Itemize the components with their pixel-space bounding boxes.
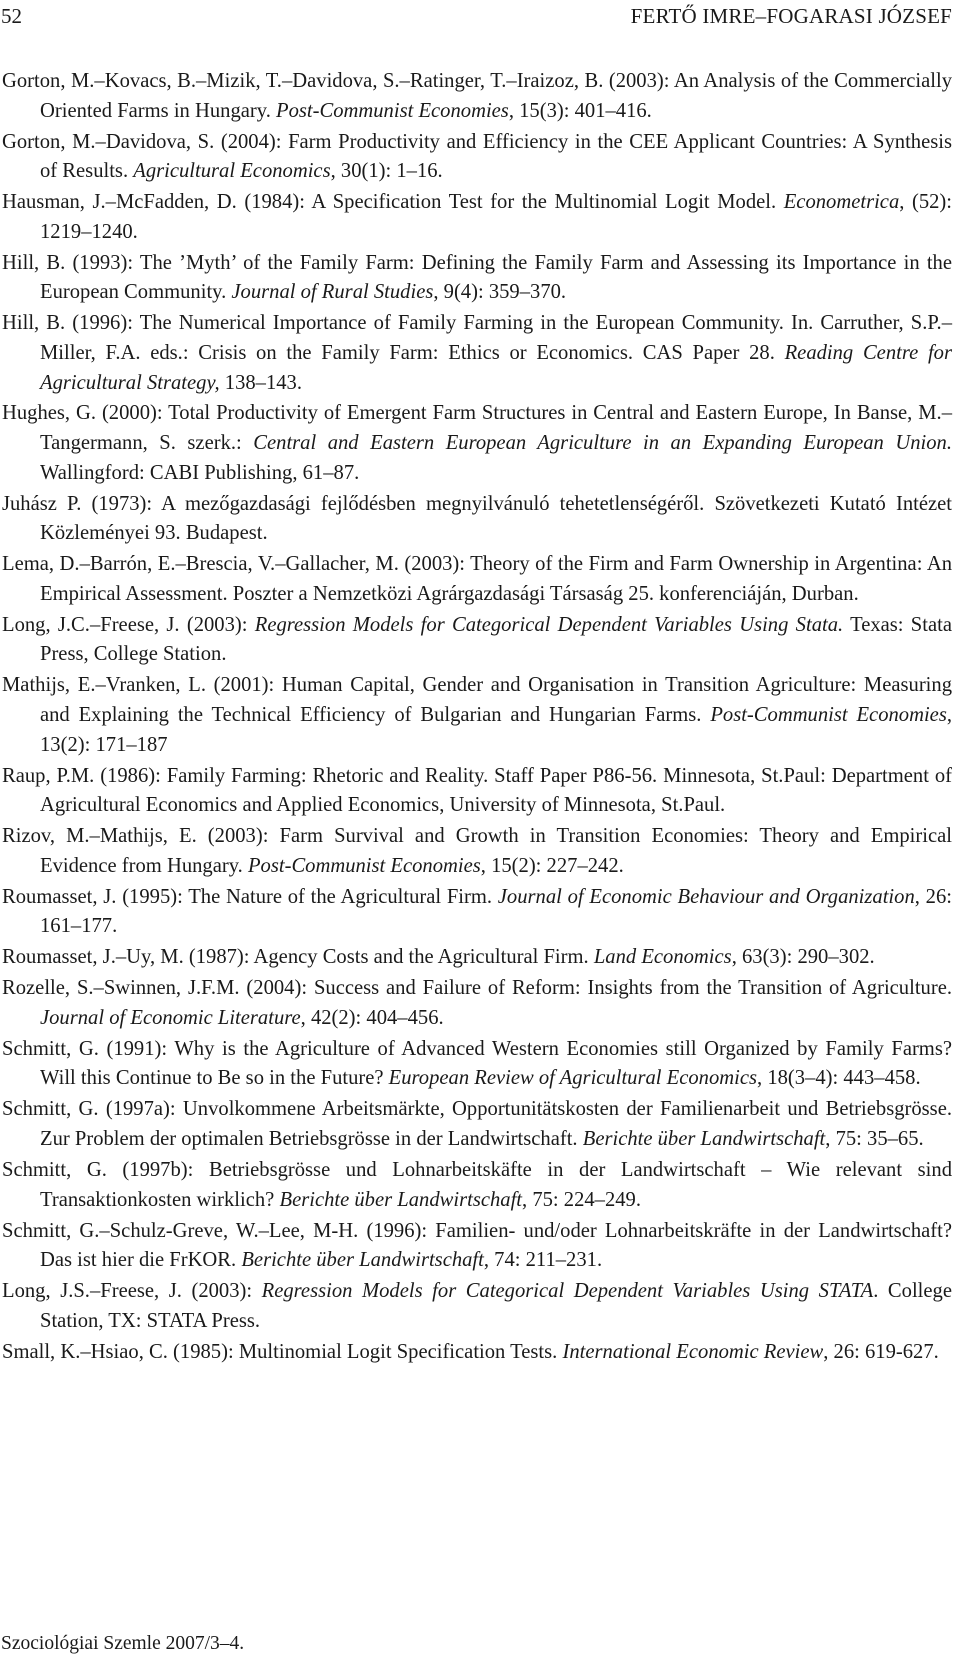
reference-entry	[2, 67, 952, 126]
reference-text: Texas: Stata Press, College Station.	[40, 613, 952, 666]
reference-entry	[2, 1338, 952, 1368]
reference-text: Hausman, J.–McFadden, D. (1984): A Specification Test for the Multinomial Logit Model.	[2, 191, 784, 214]
reference-entry	[2, 943, 952, 973]
reference-source-title: Berichte über Landwirtschaft	[582, 1128, 826, 1151]
reference-source-title: Journal of Economic Literature	[40, 1006, 301, 1029]
reference-source-title: Regression Models for Categorical Dependent Variables Using STATA	[261, 1280, 874, 1303]
reference-text: , 75: 224–249.	[522, 1188, 642, 1211]
reference-text: , 42(2): 404–456.	[300, 1006, 444, 1029]
reference-text: Schmitt, G. (1991): Why is the Agriculture of Advanced Western Economies still Organized by Family Farms? Will this Continue to Be so in the Future?	[2, 1037, 952, 1090]
reference-source-title: International Economic Review	[562, 1340, 824, 1363]
reference-source-title: Reading Centre for Agricultural Strategy,	[40, 341, 952, 394]
reference-text: , 30(1): 1–16.	[330, 160, 443, 183]
reference-source-title: Central and Eastern European Agriculture in an Expanding European Union.	[253, 432, 952, 455]
reference-source-title: Journal of Rural Studies	[231, 281, 434, 304]
reference-text: Rozelle, S.–Swinnen, J.F.M. (2004): Success and Failure of Reform: Insights from the Transition of Agriculture.	[2, 977, 952, 1000]
reference-source-title: Post-Communist Economies	[710, 703, 947, 726]
reference-text: Schmitt, G.–Schulz-Greve, W.–Lee, M-H. (1996): Familien- und/oder Lohnarbeitskräfte in der Landwirtschaft? Das ist hier die FrKOR.	[2, 1219, 952, 1272]
reference-text: . College Station, TX: STATA Press.	[40, 1280, 952, 1332]
reference-text: Hill, B. (1993): The ’Myth’ of the Family Farm: Defining the Family Farm and Assessing its Importance in the European Community.	[2, 251, 952, 304]
reference-text: Hughes, G. (2000): Total Productivity of Emergent Farm Structures in Central and Eastern Europe, In Banse, M.–Tangermann, S. szerk.:	[2, 402, 952, 455]
reference-entry	[2, 1095, 952, 1154]
reference-entry	[2, 762, 952, 821]
reference-text: Schmitt, G. (1997b): Betriebsgrösse und Lohnarbeitskäfte in der Landwirtschaft – Wie relevant sind Transaktionkosten wirklich?	[2, 1159, 952, 1211]
reference-entry	[2, 1277, 952, 1336]
reference-entry	[2, 188, 952, 247]
reference-text: , 18(3–4): 443–458.	[757, 1067, 921, 1090]
page-header	[0, 2, 952, 30]
reference-text: Long, J.S.–Freese, J. (2003):	[2, 1280, 262, 1303]
reference-text: , 26: 161–177.	[40, 885, 952, 938]
reference-entry	[2, 249, 952, 308]
reference-text: , 15(3): 401–416.	[508, 99, 652, 122]
reference-text: 138–143.	[219, 371, 302, 394]
reference-source-title: Land Economics	[593, 946, 732, 969]
reference-entry	[2, 974, 952, 1033]
reference-text: Small, K.–Hsiao, C. (1985): Multinomial Logit Specification Tests.	[2, 1340, 563, 1363]
reference-entry	[2, 1156, 952, 1215]
reference-text: Roumasset, J.–Uy, M. (1987): Agency Costs and the Agricultural Firm.	[2, 946, 594, 969]
reference-source-title: Econometrica	[783, 191, 900, 214]
reference-text: , 13(2): 171–187	[40, 703, 952, 756]
reference-text: Gorton, M.–Kovacs, B.–Mizik, T.–Davidova, S.–Ratinger, T.–Iraizoz, B. (2003): An Analysis of the Commercially Oriented Farms in Hungary.	[2, 70, 952, 122]
reference-text: Schmitt, G. (1997a): Unvolkommene Arbeitsmärkte, Opportunitätskosten der Familienarbeit und Betriebsgrösse. Zur Problem der optimalen Betriebsgrösse in der Landwirtschaft.	[2, 1098, 952, 1151]
reference-text: Juhász P. (1973): A mezőgazdasági fejlődésben megnyilvánuló tehetetlenségéről. Szövetkezeti Kutató Intézet Közleményei 93. Budapest.	[2, 492, 952, 545]
reference-text: Gorton, M.–Davidova, S. (2004): Farm Productivity and Efficiency in the CEE Applicant Countries: A Synthesis of Results.	[2, 130, 952, 183]
reference-text: , 9(4): 359–370.	[433, 281, 567, 304]
reference-text: Raup, P.M. (1986): Family Farming: Rhetoric and Reality. Staff Paper P86-56. Minnesota, St.Paul: Department of Agricultural Economics and Applied Economics, University of Minnesota, St.Paul.	[2, 764, 952, 817]
reference-list	[2, 67, 952, 1369]
reference-entry	[2, 671, 952, 760]
reference-entry	[2, 611, 952, 670]
reference-text: Long, J.C.–Freese, J. (2003):	[2, 613, 255, 636]
reference-text: Lema, D.–Barrón, E.–Brescia, V.–Gallacher, M. (2003): Theory of the Firm and Farm Ownership in Argentina: An Empirical Assessment. Poszter a Nemzetközi Agrárgazdasági Társaság 25. konferenciáján, Durban.	[2, 553, 952, 605]
reference-entry	[2, 883, 952, 942]
reference-entry	[2, 1035, 952, 1094]
reference-text: , 63(3): 290–302.	[731, 946, 875, 969]
reference-source-title: Berichte über Landwirtschaft	[241, 1249, 484, 1272]
reference-entry	[2, 1217, 952, 1276]
reference-source-title: European Review of Agricultural Economics	[388, 1067, 758, 1090]
reference-text: Roumasset, J. (1995): The Nature of the Agricultural Firm.	[2, 885, 498, 908]
reference-source-title: Agricultural Economics	[133, 160, 331, 183]
reference-source-title: Post-Communist Economies	[247, 854, 481, 877]
reference-text: , 75: 35–65.	[825, 1128, 924, 1151]
reference-entry	[2, 309, 952, 398]
reference-entry	[2, 128, 952, 187]
reference-text: , 15(2): 227–242.	[480, 854, 624, 877]
page-footer: Szociológiai Szemle 2007/3–4.	[1, 1633, 245, 1654]
reference-text: Rizov, M.–Mathijs, E. (2003): Farm Survival and Growth in Transition Economies: Theory and Empirical Evidence from Hungary.	[2, 825, 952, 877]
page-number: 52	[1, 4, 22, 28]
reference-entry	[2, 399, 952, 488]
running-head: FERTŐ IMRE–FOGARASI JÓZSEF	[630, 4, 952, 28]
reference-text: , (52): 1219–1240.	[40, 191, 953, 243]
reference-text: , 26: 619-627.	[823, 1340, 939, 1363]
reference-text: , 74: 211–231.	[483, 1249, 603, 1272]
reference-text: Hill, B. (1996): The Numerical Importance of Family Farming in the European Community. In. Carruther, S.P.– Miller, F.A. eds.: Crisis on the Family Farm: Ethics or Economics. CAS Paper 28.	[2, 312, 952, 364]
reference-entry	[2, 490, 952, 549]
reference-source-title: Berichte über Landwirtschaft	[279, 1188, 523, 1211]
reference-text: Wallingford: CABI Publishing, 61–87.	[40, 461, 360, 484]
reference-entry	[2, 822, 952, 881]
reference-source-title: Post-Communist Economies	[276, 99, 509, 122]
reference-source-title: Journal of Economic Behaviour and Organization	[497, 885, 915, 908]
reference-source-title: Regression Models for Categorical Dependent Variables Using Stata.	[254, 613, 844, 636]
reference-text: Mathijs, E.–Vranken, L. (2001): Human Capital, Gender and Organisation in Transition Agriculture: Measuring and Explaining the Technical Efficiency of Bulgarian and Hungarian Farms.	[2, 674, 952, 726]
reference-entry	[2, 550, 952, 609]
